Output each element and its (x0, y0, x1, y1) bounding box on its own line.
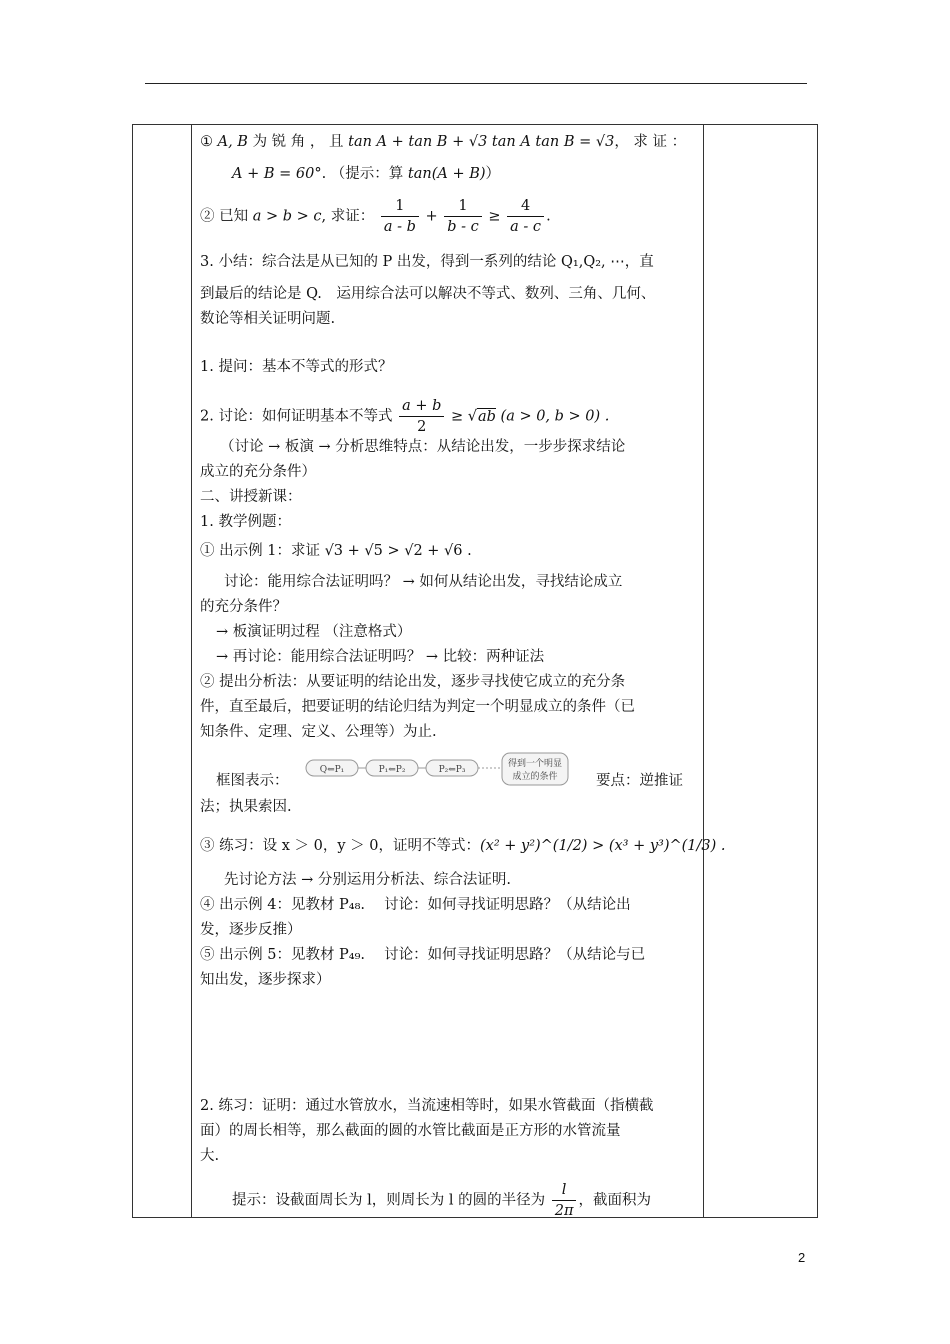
fraction-mean: $\frac{a + b}{2}$ (399, 396, 444, 437)
analysis-line-1: ② 提出分析法：从要证明的结论出发，逐步寻找使它成立的充分条 (200, 674, 626, 690)
practice-2-line-3: 大. (200, 1148, 220, 1164)
flow-key-point-2: 法；执果索因. (200, 799, 292, 815)
practice-3-method: 先讨论方法 → 分别运用分析法、综合法证明. (224, 872, 511, 888)
flow-diagram (304, 752, 572, 790)
analysis-line-3: 知条件、定理、定义、公理等）为止. (200, 724, 437, 740)
page-number: 2 (798, 1250, 806, 1265)
fraction-3: $\frac{4}{a - c}$ (507, 196, 544, 237)
fraction-2: $\frac{1}{b - c}$ (444, 196, 482, 237)
analysis-line-2: 件，直至最后，把要证明的结论归结为判定一个明显成立的条件（已 (200, 699, 635, 715)
flow-box-2 (366, 760, 418, 776)
example-1-discussion: 讨论：能用综合法证明吗？ → 如何从结论出发，寻找结论成立 (224, 574, 623, 590)
example-1-line: ① 出示例 1：求证 √3 + √5 > √2 + √6 . (200, 543, 472, 559)
summary-line-2: 到最后的结论是 Q. 运用综合法可以解决不等式、数列、三角、几何、 (200, 286, 656, 302)
table-column-divider-right (703, 125, 704, 1217)
header-rule (145, 83, 807, 84)
example-1-discussion-2: 的充分条件？ (200, 599, 287, 615)
flow-key-point: 要点：逆推证 (596, 773, 683, 789)
flow-diagram-line: 框图表示： (216, 773, 289, 789)
example-4-line-2: 发，逐步反推） (200, 922, 302, 938)
summary-line-3: 数论等相关证明问题. (200, 311, 336, 327)
summary-line-1: 3. 小结：综合法是从已知的 P 出发，得到一系列的结论 Q₁,Q₂, ⋯，直 (200, 254, 654, 270)
svg-text:P₁⇐P₂: P₁⇐P₂ (378, 765, 406, 775)
flow-box-3 (426, 760, 478, 776)
example-4-line-1: ④ 出示例 4：见教材 P₄₈. 讨论：如何寻找证明思路？（从结论出 (200, 897, 631, 913)
practice-2-line-1: 2. 练习：证明：通过水管放水，当流速相等时，如果水管截面（指横截 (200, 1098, 654, 1114)
flow-box-1 (306, 760, 358, 776)
flow-box-final (502, 753, 568, 785)
discussion-line: 2. 讨论：如何证明基本不等式 $\frac{a + b}{2}$ ≥ √ab (a > 0, b > 0) . (200, 398, 610, 435)
fraction-radius: $\frac{l}{2\pi}$ (552, 1180, 577, 1221)
hint-line: 提示：设截面周长为 l，则周长为 l 的圆的半径为 $\frac{l}{2\pi}$ ，截面积为 (232, 1182, 651, 1219)
example-5-line-2: 知出发，逐步探求） (200, 972, 331, 988)
example-heading: 1. 教学例题： (200, 514, 291, 530)
svg-text:P₂⇐P₃: P₂⇐P₃ (438, 765, 466, 775)
exercise-1-line: ① A, B 为 锐 角 ， 且 tan A + tan B + √3 tan A tan B = √3， 求 证 ： (200, 134, 687, 150)
question-line: 1. 提问：基本不等式的形式？ (200, 359, 393, 375)
discussion-note-2: 成立的充分条件） (200, 464, 316, 480)
svg-text:得到一个明显: 得到一个明显 (507, 759, 563, 769)
table-column-divider-left (191, 125, 192, 1217)
practice-3-line: ③ 练习：设 x ＞ 0，y ＞ 0，证明不等式：(x² + y²)^(1/2) > (x³ + y³)^(1/3) . (200, 838, 726, 854)
example-5-line-1: ⑤ 出示例 5：见教材 P₄₉. 讨论：如何寻找证明思路？（从结论与已 (200, 947, 646, 963)
exercise-1-goal: A + B = 60°. （提示：算 tan(A + B)） (232, 166, 501, 182)
exercise-2-line: ② 已知 a > b > c, 求证： $\frac{1}{a - b}$ + $\frac{1}{b - c}$ ≥ $\frac{4}{a - c}$ . (200, 198, 551, 235)
discussion-note-1: （讨论 → 板演 → 分析思维特点：从结论出发，一步步探求结论 (220, 439, 626, 455)
example-1-step-1: → 板演证明过程 （注意格式） (216, 624, 412, 640)
svg-text:Q⇐P₁: Q⇐P₁ (319, 765, 345, 775)
svg-text:成立的条件: 成立的条件 (512, 772, 558, 782)
section-heading: 二、讲授新课： (200, 489, 302, 505)
practice-2-line-2: 面）的周长相等，那么截面的圆的水管比截面是正方形的水管流量 (200, 1123, 621, 1139)
example-1-step-2: → 再讨论：能用综合法证明吗？ → 比较：两种证法 (216, 649, 545, 665)
fraction-1: $\frac{1}{a - b}$ (381, 196, 419, 237)
